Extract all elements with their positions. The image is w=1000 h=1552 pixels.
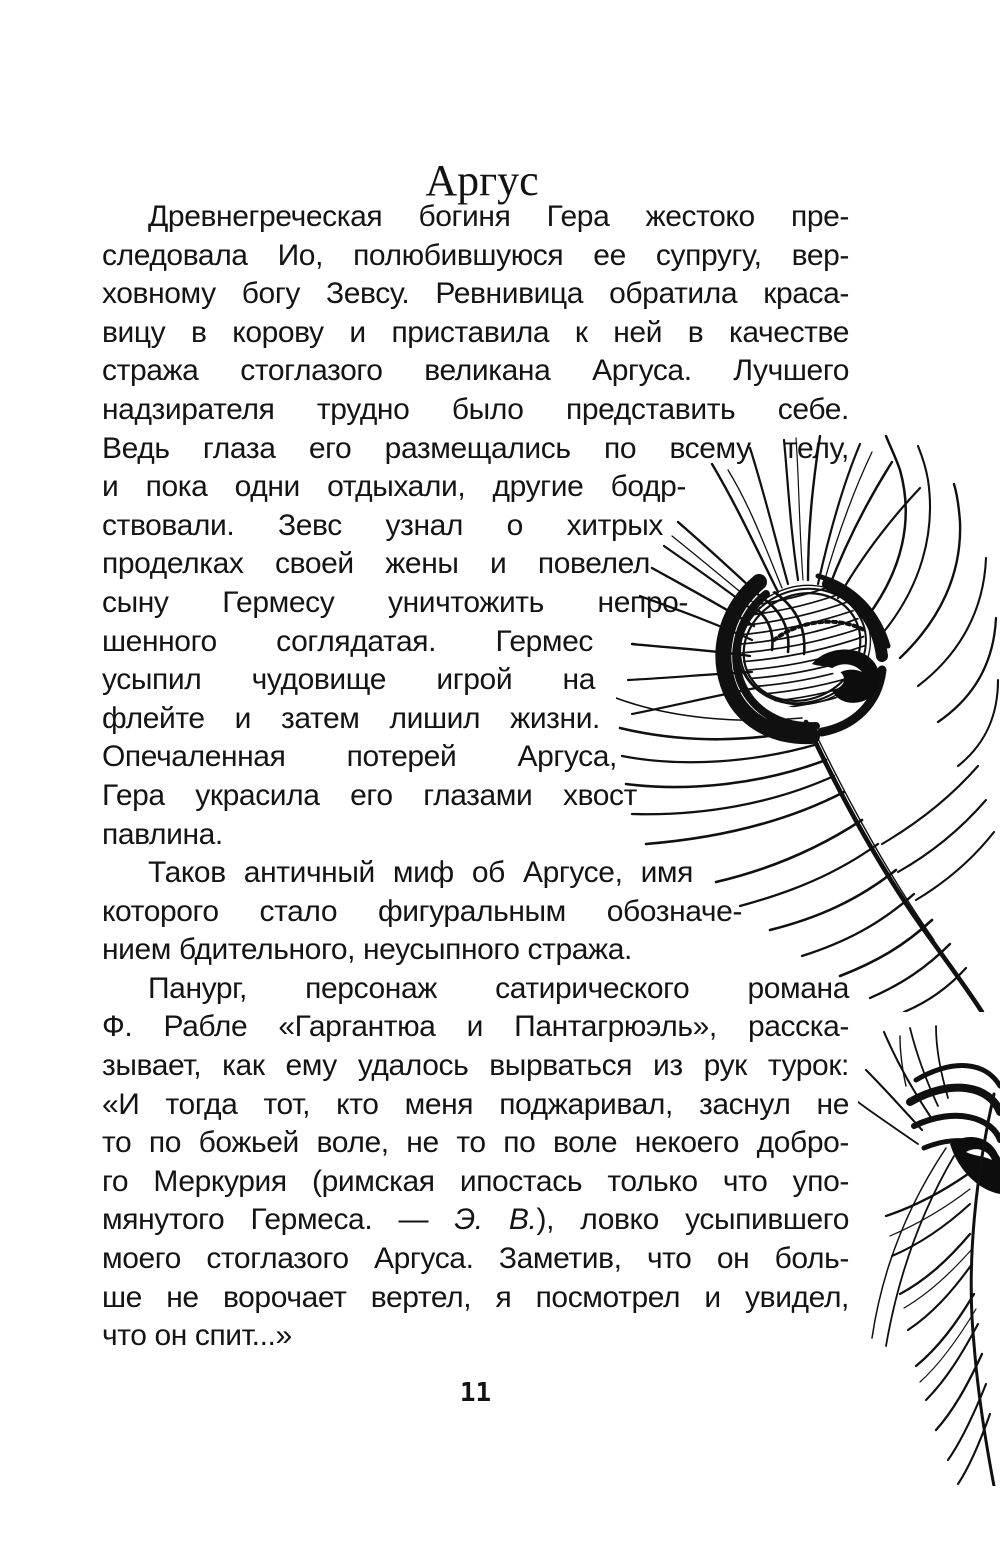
text-line: Древнегреческая богиня Гера жестоко пре-	[148, 200, 849, 233]
text-line: «И тогда тот, кто меня поджаривал, заснул не	[102, 1087, 849, 1121]
text-line	[102, 1201, 849, 1240]
text-line: стража стоглазого великана Аргуса. Лучшего	[102, 354, 849, 388]
text-line: ховному богу Зевсу. Ревнивица обратила краса-	[102, 277, 849, 311]
editor-initials-italic: Э. В.	[454, 1203, 537, 1237]
text-line: ше не ворочает вертел, я посмотрел и увидел,	[102, 1280, 849, 1314]
text-line: то по божьей воле, не то по воле некоего добро-	[102, 1126, 849, 1160]
text-line: нием бдительного, неусыпного стража.	[102, 933, 632, 967]
text-line: шенного соглядатая. Гермес	[102, 624, 593, 658]
text-line: и пока одни отдыхали, другие бодр-	[102, 470, 686, 504]
text-segment: ), ловко усыпившего	[536, 1203, 849, 1237]
text-line: ствовали. Зевс узнал о хитрых	[102, 508, 663, 542]
text-segment: мянутого Гермеса. —	[102, 1203, 455, 1237]
page-number: 11	[459, 1378, 492, 1408]
text-line: надзирателя трудно было представить себе.	[102, 392, 849, 426]
text-line: Опечаленная потерей Аргуса,	[102, 740, 617, 774]
text-line: которого стало фигуральным обозначе-	[102, 894, 742, 928]
peacock-feather-icon	[616, 432, 1000, 1012]
text-line: павлина.	[102, 817, 223, 851]
text-line: Ведь глаза его размещались по всему телу,	[102, 431, 849, 465]
text-line: Гера украсила его глазами хвост	[102, 778, 637, 812]
text-line: Таков античный миф об Аргусе, имя	[148, 856, 693, 890]
text-line: сыну Гермесу уничтожить непро-	[102, 585, 688, 619]
text-line: проделках своей жены и повелел	[102, 547, 650, 581]
text-line: го Меркурия (римская ипостась только что упо-	[102, 1164, 849, 1198]
text-line: зывает, как ему удалось вырваться из рук турок:	[102, 1049, 849, 1083]
text-line: усыпил чудовище игрой на	[102, 663, 595, 697]
text-line: следовала Ио, полюбившуюся ее супругу, вер-	[102, 238, 849, 272]
text-line: Панург, персонаж сатирического романа	[148, 971, 849, 1005]
text-line: Ф. Рабле «Гаргантюа и Пантагрюэль», расска-	[102, 1010, 849, 1044]
text-line: флейте и затем лишил жизни.	[102, 701, 600, 735]
text-line: моего стоглазого Аргуса. Заметив, что он боль-	[102, 1242, 849, 1276]
text-line: что он спит...»	[102, 1319, 292, 1353]
peacock-feather-partial-icon	[858, 1024, 1000, 1486]
text-line: вицу в корову и приставила к ней в качестве	[102, 315, 849, 349]
page-title: Аргус	[425, 156, 539, 206]
